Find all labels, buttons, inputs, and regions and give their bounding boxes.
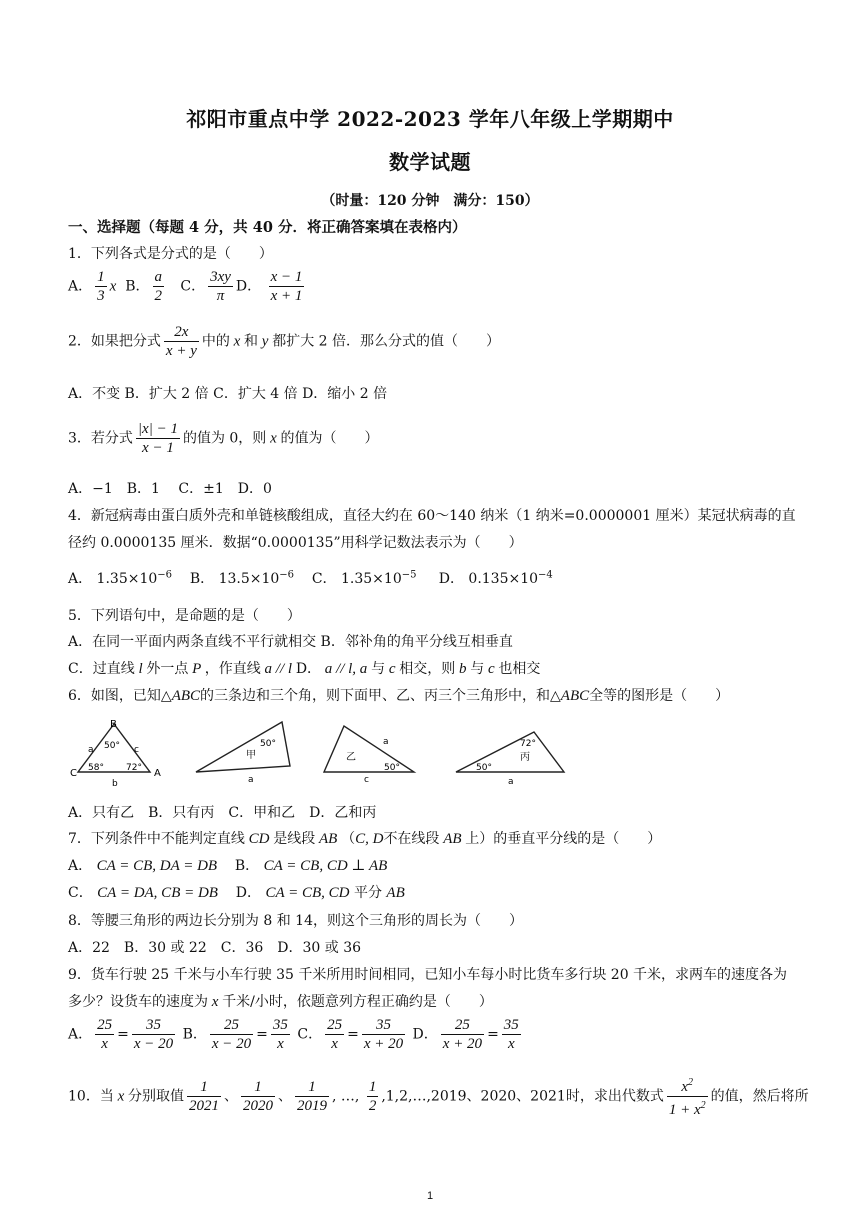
question-7-stem: 7．下列条件中不能判定直线 CD 是线段 AB （C, D不在线段 AB 上）的垂直平分线的是（ ）	[68, 831, 662, 847]
question-5-options-ab: A．在同一平面内两条直线不平行就相交 B．邻补角的角平分线互相垂直	[68, 634, 513, 650]
question-4-options: A． $1.35\times 10^{-6}$ B． $13.5\times 10^{-6}$ C． $1.35\times 10^{-5}$ D． $0.135\times 10^{-4}$	[68, 569, 553, 587]
section-heading: 一、选择题（每题 4 分，共 40 分．将正确答案填在表格内）	[68, 219, 467, 236]
question-2-options: A．不变 B．扩大 2 倍 C．扩大 4 倍 D．缩小 2 倍	[68, 386, 388, 402]
yi-side-c: c	[364, 775, 369, 785]
label-C: C	[70, 768, 77, 779]
triangle-yi	[324, 726, 414, 772]
jia-side: a	[248, 775, 254, 785]
question-7-options-cd: C． CA = DA, CB = DB D． CA = CB, CD 平分 AB	[68, 885, 405, 901]
question-7-options-ab: A． CA = CB, DA = DB B． CA = CB, CD ⊥ AB	[68, 858, 388, 874]
question-3-stem: 3．若分式 $\frac{|x| - 1}{x - 1}$ 的值为 0，则 x 的值为（ ）	[68, 421, 379, 456]
label-ang-58: 58°	[88, 763, 104, 773]
question-6-figure	[68, 716, 578, 792]
question-5-stem: 5．下列语句中，是命题的是（ ）	[68, 608, 301, 624]
question-4-stem: 4．新冠病毒由蛋白质外壳和单链核酸组成，直径大约在 60～140 纳米（1 纳米=0.0000001 厘米）某冠状病毒的直径约 0.0000135 厘米．数据“0.0000135”用科学记数法表示为（ ）	[68, 508, 796, 551]
exam-subtitle: 数学试题	[389, 150, 471, 174]
question-1-options: A． $\frac{1}{3}$ x B． $\frac{a}{2}$ C． $\frac{3xy}{\pi}$ D． $\frac{x - 1}{x + 1}$	[68, 269, 303, 304]
question-8-stem: 8．等腰三角形的两边长分别为 8 和 14，则这个三角形的周长为（ ）	[68, 913, 523, 929]
triangle-bing	[456, 732, 564, 772]
question-6-options: A．只有乙 B．只有丙 C．甲和乙 D．乙和丙	[68, 805, 377, 821]
question-1-stem: 1．下列各式是分式的是（ ）	[68, 246, 273, 262]
question-9-options: A． $\frac{25}{x}$ = $\frac{35}{x - 20}$ B． $\frac{25}{x - 20}$ = $\frac{35}{x}$ C． $\frac{25}{x}$ = $\frac{35}{x + 20}$ D． $\frac{25}{x + 20}$ = $\frac{35}{x}$	[68, 1017, 519, 1052]
yi-side-a: a	[383, 737, 389, 747]
exam-meta: （时量：120 分钟 满分：150）	[321, 193, 539, 209]
bing-side: a	[508, 777, 514, 787]
label-b: b	[112, 779, 118, 789]
bing-angle-72: 72°	[520, 739, 536, 749]
page-number: 1	[426, 1190, 434, 1202]
label-a: a	[88, 745, 94, 755]
question-9-stem: 9．货车行驶 25 千米与小车行驶 35 千米所用时间相同，已知小车每小时比货车多行块 20 千米，求两车的速度各为多少？设货车的速度为 x 千米/小时，依题意列方程正确约是（ ）	[68, 967, 788, 1010]
question-5-options-cd: C．过直线 l 外一点 P ，作直线 a // l D． a // l, a 与 c 相交，则 b 与 c 也相交	[68, 661, 541, 677]
question-6-stem: 6．如图，已知△ABC的三条边和三个角，则下面甲、乙、丙三个三角形中，和△ABC全等的图形是（ ）	[68, 688, 730, 704]
exam-title: 祁阳市重点中学 2022-2023 学年八年级上学期期中	[186, 107, 674, 131]
label-B: B	[110, 719, 117, 730]
yi-angle: 50°	[384, 763, 400, 773]
jia-angle: 50°	[260, 739, 276, 749]
bing-name: 丙	[520, 752, 530, 763]
label-ang-50: 50°	[104, 741, 120, 751]
question-8-options: A．22 B．30 或 22 C．36 D．30 或 36	[68, 940, 362, 956]
label-ang-72: 72°	[126, 763, 142, 773]
question-10-stem: 10．当 x 分别取值 $\frac{1}{2021}$ 、 $\frac{1}{2020}$ 、 $\frac{1}{2019}$ , …, $\frac{1}{2}$ ,1,2,…,2019、2020、2021时，求出代数式 $\frac{x^2}{1 + x^2}$ 的值，然后将所	[68, 1074, 809, 1119]
question-3-options: A．−1 B．1 C．±1 D．0	[68, 481, 272, 497]
yi-name: 乙	[346, 752, 356, 763]
label-c: c	[134, 745, 139, 755]
label-A: A	[154, 768, 161, 779]
jia-name: 甲	[246, 750, 256, 761]
question-2-stem: 2．如果把分式 $\frac{2x}{x + y}$ 中的 x 和 y 都扩大 2 倍．那么分式的值（ ）	[68, 324, 501, 359]
bing-angle-50: 50°	[476, 763, 492, 773]
